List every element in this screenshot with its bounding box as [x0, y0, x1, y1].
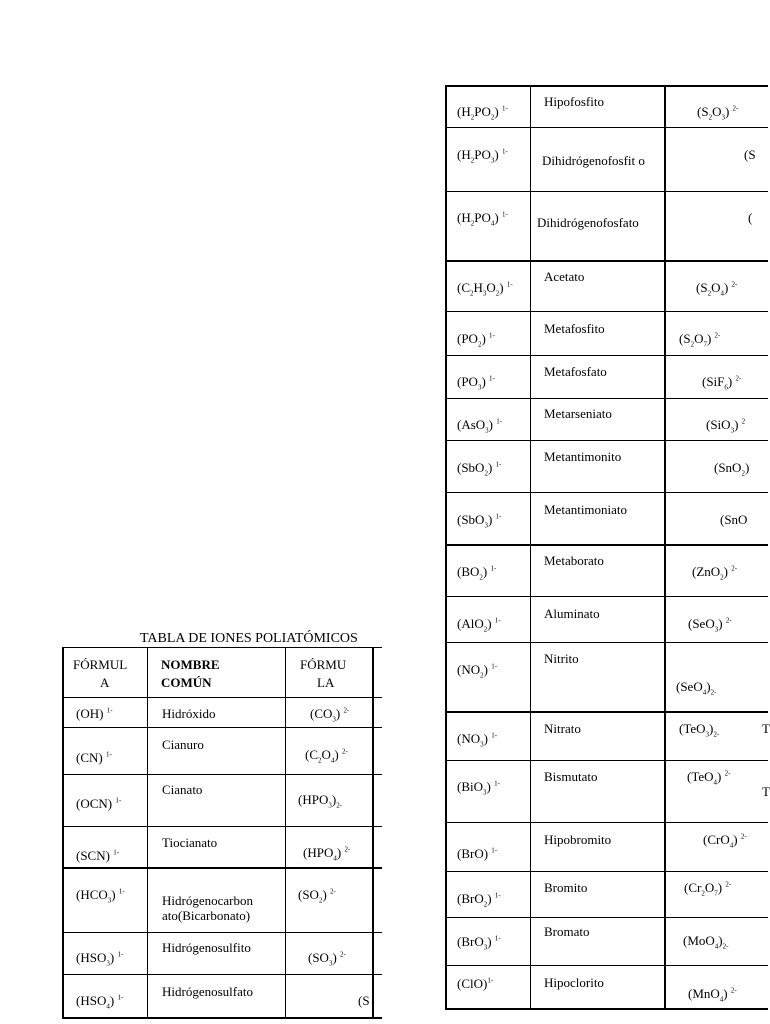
table-row-formula2: (SiF$_6$) $^{2-}$ [702, 374, 742, 392]
divider [445, 711, 768, 713]
table-row-formula: $(NO_2)$ $^{1-}$ [457, 662, 498, 680]
table-row-name: Hipoclorito [544, 975, 604, 990]
divider [62, 727, 382, 728]
divider [62, 647, 382, 648]
table-row-name: Metafosfato [544, 364, 607, 379]
table-row-formula2: $(SeO_4)_{2-}$ [676, 679, 717, 697]
table-row-formula2: $(Cr_2O_7)$ $^{2-}$ [684, 880, 732, 898]
divider [285, 647, 286, 1019]
table-row-formula: $(PO_2)$ $^{1-}$ [457, 331, 495, 349]
table-row-formula: (BiO$_3$) $^{1-}$ [457, 779, 500, 797]
table-row-name: Bromato [544, 924, 590, 939]
table-row-name: Dihidrógenofosfit o [542, 153, 645, 168]
header-name-cont: COMÚN [161, 675, 212, 690]
table-row-formula: $(HSO_4)$ $^{1-}$ [76, 993, 124, 1011]
divider [445, 85, 447, 1010]
divider [445, 311, 768, 312]
table-row-formula: (BrO$_3$) $^{1-}$ [457, 934, 501, 952]
divider [445, 85, 768, 87]
table-title: TABLA DE IONES POLIATÓMICOS [140, 631, 358, 646]
divider [445, 965, 768, 966]
table-row-formula: $(HCO_3)$ $^{1-}$ [76, 887, 125, 905]
table-row-formula2: $(C_2O_4)$ $^{2-}$ [305, 747, 348, 765]
table-row-name: Hidrógenosulfito [162, 940, 251, 955]
divider [62, 647, 64, 1019]
table-row-formula: $(PO_3)$ $^{1-}$ [457, 374, 495, 392]
table-row-name-partial: T [762, 784, 770, 799]
table-row-formula: $(NO_3)$ $^{1-}$ [457, 731, 498, 749]
table-row-name: Metantimonito [544, 449, 622, 464]
divider [445, 398, 768, 399]
divider [62, 867, 382, 869]
divider [445, 642, 768, 643]
table-row-formula2: $(HPO_4)$ $^{2-}$ [303, 845, 351, 863]
table-row-name: Metafosfito [544, 321, 605, 336]
divider [530, 85, 531, 1010]
divider [445, 1008, 768, 1010]
table-row-formula2: (SnO$_2$) [714, 460, 750, 478]
table-row-formula2: (SiO$_3$) $^2$ [706, 417, 746, 435]
table-row-formula: $(BO_2)$ $^{1-}$ [457, 564, 497, 582]
header-formula2-cont: LA [317, 675, 335, 690]
table-row-formula2: $(TeO_3)_{2-}$ [679, 721, 720, 739]
table-row-formula2: $(S_2O_3)$ $^{2-}$ [697, 104, 739, 122]
divider [62, 774, 382, 775]
table-row-formula: (BrO) $^{1-}$ [457, 846, 498, 861]
table-row-formula: $(C_2H_3O_2)$ $^{1-}$ [457, 280, 513, 298]
divider [445, 191, 768, 192]
table-row-formula2: $(CO_3)$ $^{2-}$ [310, 706, 350, 724]
divider [445, 492, 768, 493]
divider [445, 871, 768, 872]
divider [445, 822, 768, 823]
table-row-name: Nitrito [544, 651, 579, 666]
divider [445, 544, 768, 546]
header-name: NOMBRE [161, 657, 220, 672]
table-row-formula2: $(S_2O_4)$ $^{2-}$ [696, 280, 738, 298]
table-row-name: Hipobromito [544, 832, 612, 847]
table-row-name: Bismutato [544, 769, 598, 784]
divider [445, 917, 768, 918]
table-row-formula2: (MnO$_4$) $^{2-}$ [688, 986, 737, 1004]
divider [62, 974, 382, 975]
table-row-formula2: $(MoO_4)_{2-}$ [683, 933, 729, 951]
divider [372, 647, 374, 1019]
table-row-name: Hidrógenosulfato [162, 984, 253, 999]
divider [445, 760, 768, 761]
table-row-formula2: (ZnO$_2$) $^{2-}$ [692, 564, 738, 582]
table-row-name: Hidróxido [162, 706, 216, 721]
table-row-formula2: ( [748, 210, 753, 225]
table-row-formula2: $(SO_2)$ $^{2-}$ [298, 887, 336, 905]
table-row-formula: (ClO)$^{1-}$ [457, 976, 494, 991]
divider [147, 647, 148, 1019]
table-row-formula2: (SeO$_3$) $^{2-}$ [688, 616, 732, 634]
table-row-name: Aluminato [544, 606, 600, 621]
table-row-formula: $(H_2PO_2)$ $^{1-}$ [457, 104, 508, 122]
divider [445, 355, 768, 356]
table-row-name: Acetato [544, 269, 585, 284]
table-row-formula: (AlO$_2$) $^{1-}$ [457, 616, 501, 634]
table-row-formula2: (SnO [720, 512, 748, 527]
divider [62, 932, 382, 933]
header-formula2: FÓRMU [300, 657, 347, 672]
table-row-name: Dihidrógenofosfato [537, 215, 639, 230]
table-row-name: Metaborato [544, 553, 604, 568]
table-row-formula: $(HSO_3)$ $^{1-}$ [76, 950, 124, 968]
table-row-name: Metantimoniato [544, 502, 628, 517]
divider [62, 826, 382, 827]
table-row-formula: (CN) $^{1-}$ [76, 750, 112, 765]
table-row-formula: (OH) $^{1-}$ [76, 706, 113, 721]
table-row-formula: (BrO$_2$) $^{1-}$ [457, 891, 501, 909]
header-formula: FÓRMUL [73, 657, 128, 672]
table-row-formula2: (TeO$_4$) $^{2-}$ [687, 769, 731, 787]
table-row-name-partial: T [762, 721, 770, 736]
table-row-formula: $(H_2PO_3)$ $^{1-}$ [457, 147, 508, 165]
table-row-formula: (SbO$_3$) $^{1-}$ [457, 512, 502, 530]
table-row-formula: (SCN) $^{1-}$ [76, 848, 120, 863]
divider [664, 85, 666, 1010]
table-row-name: Cianuro [162, 737, 204, 752]
table-row-name: Hidrógenocarbon ato(Bicarbonato) [162, 893, 253, 923]
divider [445, 260, 768, 262]
table-row-formula2: $(HPO_3)_{2-}$ [298, 792, 343, 810]
divider [445, 127, 768, 128]
header-formula-cont: A [100, 675, 110, 690]
table-row-formula2: (CrO$_4$) $^{2-}$ [703, 832, 747, 850]
table-row-formula: $(H_2PO_4)$ $^{1-}$ [457, 210, 508, 228]
table-row-name: Tiocianato [162, 835, 218, 850]
table-row-name: Hipofosfito [544, 94, 604, 109]
divider [445, 596, 768, 597]
table-row-name: Metarseniato [544, 406, 612, 421]
divider [62, 697, 382, 698]
table-row-name: Nitrato [544, 721, 581, 736]
table-row-formula2: (S [744, 147, 756, 162]
table-row-formula2: $(SO_3)$ $^{2-}$ [308, 950, 346, 968]
table-row-formula2: (S [358, 993, 370, 1008]
table-row-formula: (SbO$_2$) $^{1-}$ [457, 460, 502, 478]
divider [445, 440, 768, 441]
divider [62, 1017, 382, 1019]
table-row-formula2: $(S_2O_7)$ $^{2-}$ [679, 331, 721, 349]
table-row-formula: (AsO$_3$) $^{1-}$ [457, 417, 503, 435]
table-row-name: Cianato [162, 782, 203, 797]
table-row-name: Bromito [544, 880, 588, 895]
table-row-formula: (OCN) $^{1-}$ [76, 796, 122, 811]
